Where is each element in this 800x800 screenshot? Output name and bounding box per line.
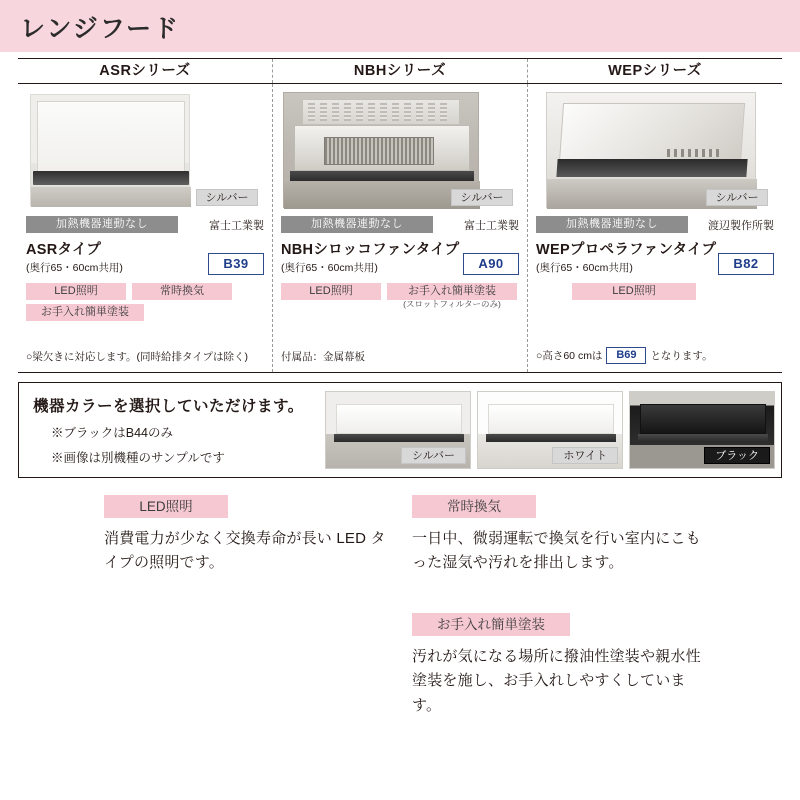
feature-easy-clean-coating [412, 613, 712, 718]
wep-type-name: WEPプロペラファンタイプ [536, 242, 717, 258]
tag-led-asr: LED照明 [26, 283, 126, 300]
color-swatch-black[interactable] [629, 391, 775, 469]
nbh-type-name: NBHシロッコファンタイプ [281, 242, 460, 258]
wep-spec-row [536, 216, 774, 233]
wep-maker: 渡辺製作所製 [708, 219, 774, 232]
feature-led [104, 495, 394, 576]
series-column-asr [18, 84, 272, 372]
feature-tag-easy-clean: お手入れ簡単塗装 [412, 613, 570, 636]
series-column-wep [527, 84, 782, 372]
nbh-range-hood-photo [281, 90, 519, 210]
wep-range-hood-photo [536, 90, 774, 210]
feature-constant-ventilation [412, 495, 712, 576]
color-swatch-silver[interactable] [325, 391, 471, 469]
wep-code-box: B82 [718, 253, 774, 275]
nbh-spec-row [281, 216, 519, 233]
wep-note-suffix: となります。 [650, 350, 713, 362]
wep-type-row [536, 238, 774, 275]
page-header-band [0, 0, 800, 52]
series-body-row [18, 84, 782, 372]
color-chip-silver-asr: シルバー [196, 189, 258, 206]
series-header-wep: WEPシリーズ [527, 59, 782, 83]
nbh-no-link-bar: 加熱機器連動なし [281, 216, 433, 233]
asr-type-name: ASRタイプ [26, 242, 102, 258]
asr-feature-tags [26, 283, 264, 321]
asr-spec-row [26, 216, 264, 233]
series-header-asr: ASRシリーズ [99, 63, 191, 79]
asr-type-row [26, 238, 264, 275]
color-swatch-label-white: ホワイト [552, 447, 618, 464]
color-swatch-list [325, 391, 775, 469]
nbh-type-sub: (奥行65・60cm共用) [281, 262, 378, 274]
feature-tag-led: LED照明 [104, 495, 228, 518]
color-chip-silver-wep: シルバー [706, 189, 768, 206]
wep-note [536, 347, 713, 364]
feature-text-easy-clean: 汚れが気になる場所に撥油性塗装や親水性塗装を施し、お手入れしやすくしています。 [412, 648, 701, 714]
asr-range-hood-photo [26, 90, 264, 210]
table-bottom-divider [18, 372, 782, 373]
feature-tag-constant-vent: 常時換気 [412, 495, 536, 518]
feature-text-led: 消費電力が少なく交換寿命が長い LED タイプの照明です。 [104, 530, 386, 572]
nbh-maker: 富士工業製 [464, 219, 519, 232]
nbh-feature-tags [281, 283, 519, 310]
color-swatch-white[interactable] [477, 391, 623, 469]
color-swatch-label-black: ブラック [704, 447, 770, 464]
nbh-type-row [281, 238, 519, 275]
wep-no-link-bar: 加熱機器連動なし [536, 216, 688, 233]
color-selection-box [18, 382, 782, 478]
wep-type-sub: (奥行65・60cm共用) [536, 262, 633, 274]
wep-feature-tags [536, 283, 774, 300]
series-column-nbh [272, 84, 527, 372]
series-header-nbh: NBHシリーズ [272, 59, 527, 83]
color-chip-silver-nbh: シルバー [451, 189, 513, 206]
color-swatch-label-silver: シルバー [401, 447, 466, 464]
feature-text-constant-vent: 一日中、微弱運転で換気を行い室内にこもった湿気や汚れを排出します。 [412, 530, 701, 572]
tag-led-nbh: LED照明 [281, 283, 381, 300]
tag-easy-clean-nbh: お手入れ簡単塗装 [387, 283, 517, 300]
asr-type-sub: (奥行65・60cm共用) [26, 262, 123, 274]
tag-led-wep: LED照明 [572, 283, 696, 300]
wep-note-prefix: ○高さ60 cmは [536, 350, 603, 362]
asr-note: ○梁欠きに対応します。(同時給排タイプは除く) [26, 351, 248, 363]
nbh-code-box: A90 [463, 253, 519, 275]
tag-easy-clean-asr: お手入れ簡単塗装 [26, 304, 144, 321]
tag-easy-clean-nbh-note: (スロットフィルターのみ) [403, 299, 501, 309]
series-header-row [18, 58, 782, 84]
color-selection-note-2: ※画像は別機種のサンプルです [51, 451, 225, 465]
asr-maker: 富士工業製 [209, 219, 264, 232]
color-selection-title: 機器カラーを選択していただけます。 [33, 398, 304, 415]
asr-code-box: B39 [208, 253, 264, 275]
series-comparison-table [18, 58, 782, 372]
asr-no-link-bar: 加熱機器連動なし [26, 216, 178, 233]
color-selection-note-1: ※ブラックはB44のみ [51, 426, 173, 440]
wep-note-code: B69 [606, 347, 646, 364]
page-title: レンジフード [20, 15, 181, 43]
color-selection-text [19, 394, 319, 466]
tag-constant-vent-asr: 常時換気 [132, 283, 232, 300]
nbh-note: 付属品：金属幕板 [281, 351, 365, 363]
